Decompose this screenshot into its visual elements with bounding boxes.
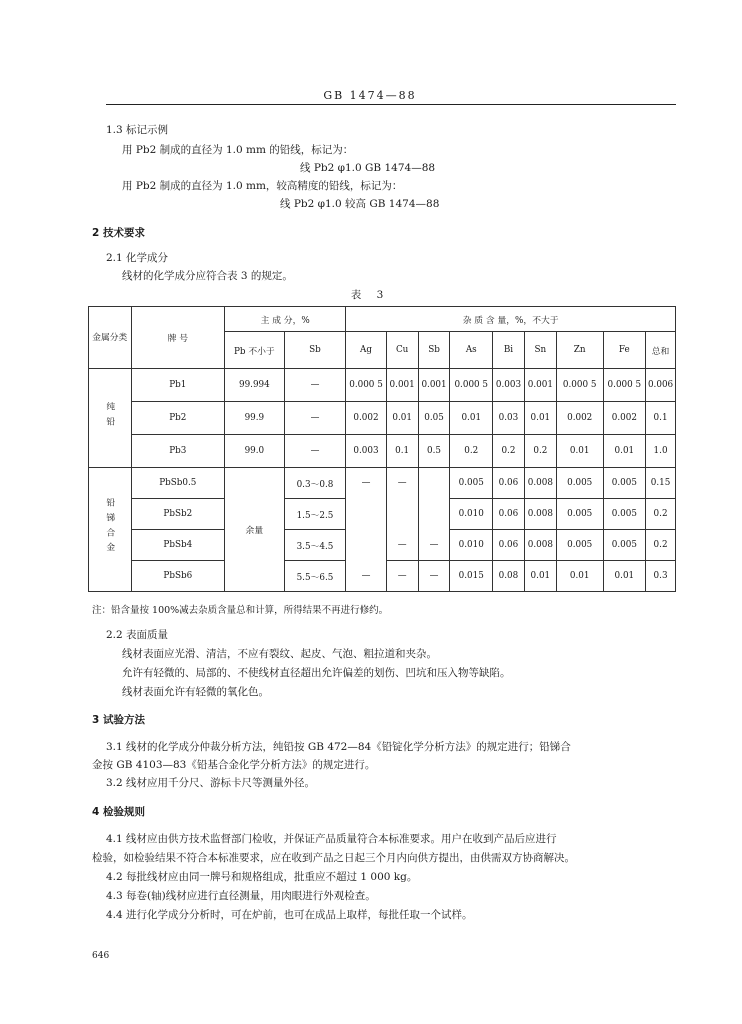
- grade-cell: Pb2: [131, 402, 225, 435]
- clause-2-2-p2: 允许有轻微的、局部的、不使线材直径超出允许偏差的划伤、凹坑和压入物等缺陷。: [122, 667, 511, 679]
- header-imp-sn: Sn: [524, 332, 556, 369]
- category-pure-lead: 纯铅: [89, 369, 132, 468]
- header-main-composition: 主 成 分，%: [225, 307, 346, 332]
- imp-cell: 0.01: [603, 435, 646, 468]
- clause-1-3-line2: 用 Pb2 制成的直径为 1.0 mm，较高精度的铅线，标记为：: [122, 180, 403, 192]
- imp-cell: —: [386, 561, 418, 592]
- imp-cell: 0.001: [418, 369, 450, 402]
- imp-cell: 0.000 5: [450, 369, 493, 402]
- imp-cell: 0.1: [386, 435, 418, 468]
- pb-cell: 99.0: [225, 435, 285, 468]
- imp-cell: —: [386, 530, 418, 561]
- pb-cell: 99.9: [225, 402, 285, 435]
- table-row: [89, 435, 676, 468]
- clause-4-4: 4.4 进行化学成分分析时，可在炉前，也可在成品上取样，每批任取一个试样。: [106, 909, 473, 921]
- imp-cell: 0.5: [418, 435, 450, 468]
- header-imp-bi: Bi: [493, 332, 525, 369]
- grade-cell: PbSb2: [131, 499, 225, 530]
- header-pb-min: Pb 不小于: [225, 332, 285, 369]
- imp-cell: 0.003: [346, 435, 386, 468]
- clause-1-3-line1: 用 Pb2 制成的直径为 1.0 mm 的铅线，标记为：: [122, 144, 354, 156]
- section-4-heading: 4 检验规则: [92, 806, 145, 818]
- imp-cell: 0.015: [450, 561, 493, 592]
- clause-1-3-mark2: 线 Pb2 φ1.0 较高 GB 1474—88: [280, 198, 440, 210]
- clause-3-1-line2: 金按 GB 4103—83《铅基合金化学分析方法》的规定进行。: [92, 759, 376, 771]
- sb-cell: 0.3～0.8: [284, 468, 346, 499]
- imp-cell: 0.006: [646, 369, 676, 402]
- table-row: [89, 561, 676, 592]
- clause-4-2: 4.2 每批线材应由同一牌号和规格组成，批重应不超过 1 000 kg。: [106, 871, 418, 883]
- imp-cell: 0.01: [386, 402, 418, 435]
- imp-cell: —: [418, 561, 450, 592]
- category-lead-antimony-alloy: 铅锑合金: [89, 468, 132, 592]
- header-imp-total: 总和: [646, 332, 676, 369]
- table-title: 表 3: [350, 289, 390, 301]
- imp-cell: [418, 499, 450, 530]
- imp-cell: 0.002: [603, 402, 646, 435]
- imp-cell: 0.01: [556, 561, 603, 592]
- imp-cell: 0.005: [603, 468, 646, 499]
- imp-cell: 0.005: [556, 468, 603, 499]
- clause-3-2: 3.2 线材应用千分尺、游标卡尺等测量外径。: [106, 777, 316, 789]
- imp-cell: 0.003: [493, 369, 525, 402]
- imp-cell: —: [346, 561, 386, 592]
- page-number: 646: [92, 951, 110, 961]
- imp-cell: —: [386, 468, 418, 499]
- sb-cell: —: [284, 369, 346, 402]
- imp-cell: 0.03: [493, 402, 525, 435]
- imp-cell: —: [418, 530, 450, 561]
- header-impurity: 杂 质 含 量，%，不大于: [346, 307, 676, 332]
- imp-cell: 0.06: [493, 530, 525, 561]
- header-imp-as: As: [450, 332, 493, 369]
- sb-cell: 3.5～4.5: [284, 530, 346, 561]
- imp-cell: 0.008: [524, 530, 556, 561]
- sb-cell: —: [284, 435, 346, 468]
- grade-cell: PbSb4: [131, 530, 225, 561]
- clause-2-2-p3: 线材表面允许有轻微的氧化色。: [122, 686, 269, 698]
- imp-cell: 0.005: [556, 499, 603, 530]
- imp-cell: 0.002: [556, 402, 603, 435]
- imp-cell: 0.2: [646, 499, 676, 530]
- imp-cell: 0.008: [524, 499, 556, 530]
- imp-cell: 0.000 5: [346, 369, 386, 402]
- header-imp-cu: Cu: [386, 332, 418, 369]
- grade-cell: PbSb6: [131, 561, 225, 592]
- clause-2-2-p1: 线材表面应光滑、清洁，不应有裂纹、起皮、气泡、粗拉道和夹杂。: [122, 648, 437, 660]
- imp-cell: [346, 530, 386, 561]
- grade-cell: Pb3: [131, 435, 225, 468]
- table-row: [89, 369, 676, 402]
- standard-code-header: GB 1474—88: [323, 89, 417, 102]
- header-rule: [106, 104, 676, 105]
- imp-cell: 0.005: [556, 530, 603, 561]
- section-2-heading: 2 技术要求: [92, 227, 145, 239]
- imp-cell: 0.005: [603, 530, 646, 561]
- imp-cell: 0.002: [346, 402, 386, 435]
- imp-cell: 0.01: [524, 402, 556, 435]
- pb-remainder-cell: 余量: [225, 468, 285, 592]
- table-row: [89, 530, 676, 561]
- imp-cell: 0.008: [524, 468, 556, 499]
- section-3-heading: 3 试验方法: [92, 714, 145, 726]
- clause-4-1-line2: 检验，如检验结果不符合本标准要求，应在收到产品之日起三个月内向供方提出，由供需双方协商解决。: [92, 852, 575, 864]
- pb-cell: 99.994: [225, 369, 285, 402]
- imp-cell: 0.2: [450, 435, 493, 468]
- imp-cell: 0.000 5: [556, 369, 603, 402]
- imp-cell: [386, 499, 418, 530]
- imp-cell: 0.01: [556, 435, 603, 468]
- header-grade: 牌 号: [131, 307, 225, 369]
- header-category: 金属分类: [89, 307, 132, 369]
- imp-cell: 0.08: [493, 561, 525, 592]
- imp-cell: 0.001: [524, 369, 556, 402]
- imp-cell: —: [346, 468, 386, 499]
- header-imp-sb: Sb: [418, 332, 450, 369]
- imp-cell: 0.000 5: [603, 369, 646, 402]
- imp-cell: [418, 468, 450, 499]
- clause-2-2-heading: 2.2 表面质量: [106, 629, 169, 641]
- clause-1-3-heading: 1.3 标记示例: [106, 124, 169, 136]
- imp-cell: 0.2: [524, 435, 556, 468]
- header-imp-zn: Zn: [556, 332, 603, 369]
- header-sb: Sb: [284, 332, 346, 369]
- clause-3-1-line1: 3.1 线材的化学成分仲裁分析方法，纯铅按 GB 472—84《铅锭化学分析方法》的规定进行；铅锑合: [106, 741, 571, 753]
- table-row: [89, 468, 676, 499]
- clause-1-3-mark1: 线 Pb2 φ1.0 GB 1474—88: [300, 162, 436, 174]
- imp-cell: 0.05: [418, 402, 450, 435]
- imp-cell: 0.001: [386, 369, 418, 402]
- sb-cell: —: [284, 402, 346, 435]
- clause-4-1-line1: 4.1 线材应由供方技术监督部门检收，并保证产品质量符合本标准要求。用户在收到产品后应进行: [106, 833, 557, 845]
- sb-cell: 1.5～2.5: [284, 499, 346, 530]
- imp-cell: 0.06: [493, 499, 525, 530]
- header-imp-fe: Fe: [603, 332, 646, 369]
- table-note: 注：铅含量按 100%减去杂质含量总和计算，所得结果不再进行修约。: [92, 605, 389, 616]
- imp-cell: 0.01: [524, 561, 556, 592]
- chemical-composition-table: [88, 306, 676, 592]
- sb-cell: 5.5～6.5: [284, 561, 346, 592]
- header-imp-ag: Ag: [346, 332, 386, 369]
- imp-cell: 0.005: [603, 499, 646, 530]
- imp-cell: 0.010: [450, 530, 493, 561]
- imp-cell: 0.1: [646, 402, 676, 435]
- clause-2-1-heading: 2.1 化学成分: [106, 252, 169, 264]
- imp-cell: 0.010: [450, 499, 493, 530]
- imp-cell: 0.01: [450, 402, 493, 435]
- table-row: [89, 499, 676, 530]
- imp-cell: 0.15: [646, 468, 676, 499]
- imp-cell: 0.005: [450, 468, 493, 499]
- grade-cell: Pb1: [131, 369, 225, 402]
- imp-cell: 0.01: [603, 561, 646, 592]
- imp-cell: 0.3: [646, 561, 676, 592]
- clause-4-3: 4.3 每卷(轴)线材应进行直径测量，用肉眼进行外观检查。: [106, 890, 376, 902]
- imp-cell: 1.0: [646, 435, 676, 468]
- clause-2-1-text: 线材的化学成分应符合表 3 的规定。: [122, 270, 293, 282]
- grade-cell: PbSb0.5: [131, 468, 225, 499]
- imp-cell: 0.2: [646, 530, 676, 561]
- imp-cell: 0.06: [493, 468, 525, 499]
- table-row: [89, 402, 676, 435]
- imp-cell: 0.2: [493, 435, 525, 468]
- imp-cell: [346, 499, 386, 530]
